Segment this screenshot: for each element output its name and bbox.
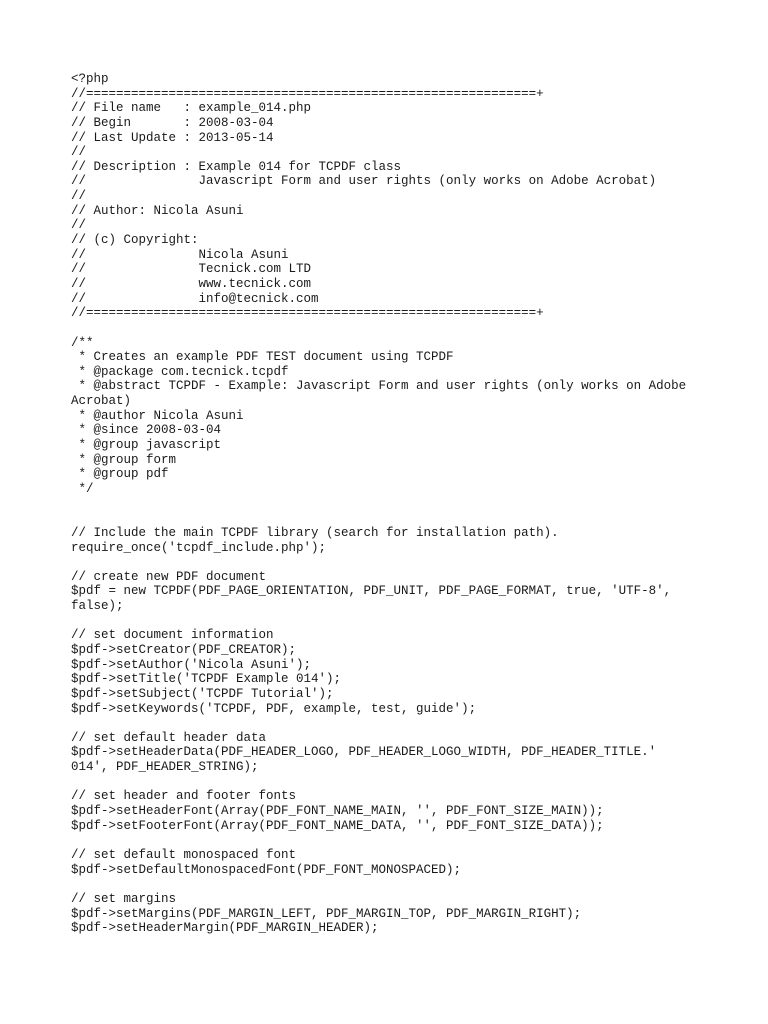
code-line — [71, 555, 761, 570]
code-line — [71, 614, 761, 629]
code-line — [71, 833, 761, 848]
code-line: // set header and footer fonts — [71, 789, 297, 804]
code-line: $pdf->setCreator(PDF_CREATOR); — [71, 642, 297, 657]
code-line: //============================================================+ — [71, 306, 544, 321]
code-line: $pdf->setDefaultMonospacedFont(PDF_FONT_MONOSPACED); — [71, 862, 462, 877]
code-line — [71, 775, 761, 790]
code-line: //============================================================+ — [71, 86, 544, 101]
code-line: // Javascript Form and user rights (only works on Adobe Acrobat) — [71, 174, 657, 189]
code-line — [71, 716, 761, 731]
code-line — [71, 511, 761, 526]
code-line: // set document information — [71, 628, 274, 643]
code-line: // — [71, 145, 87, 160]
code-line: * @since 2008-03-04 — [71, 423, 222, 438]
code-line: // (c) Copyright: — [71, 233, 199, 248]
code-line: // Include the main TCPDF library (search for installation path). — [71, 525, 559, 540]
code-line: // Nicola Asuni — [71, 247, 289, 262]
code-line: * @group form — [71, 452, 177, 467]
code-line: // — [71, 189, 87, 204]
code-line: /** — [71, 335, 94, 350]
code-line: // set default monospaced font — [71, 847, 297, 862]
code-line: // Last Update : 2013-05-14 — [71, 130, 274, 145]
code-line: // info@tecnick.com — [71, 291, 319, 306]
code-line: // www.tecnick.com — [71, 276, 312, 291]
code-line — [71, 877, 761, 892]
code-line: // set margins — [71, 891, 177, 906]
code-line: $pdf->setHeaderMargin(PDF_MARGIN_HEADER); — [71, 921, 379, 936]
code-line: $pdf->setSubject('TCPDF Tutorial'); — [71, 686, 334, 701]
code-listing — [71, 72, 761, 936]
code-line: $pdf = new TCPDF(PDF_PAGE_ORIENTATION, PDF_UNIT, PDF_PAGE_FORMAT, true, 'UTF-8', — [71, 584, 672, 599]
code-line: * @group javascript — [71, 438, 222, 453]
code-line: * @abstract TCPDF - Example: Javascript Form and user rights (only works on Adobe — [71, 379, 687, 394]
code-line: // — [71, 218, 87, 233]
code-line: $pdf->setAuthor('Nicola Asuni'); — [71, 657, 312, 672]
code-line: $pdf->setKeywords('TCPDF, PDF, example, test, guide'); — [71, 701, 477, 716]
code-line: // create new PDF document — [71, 569, 267, 584]
code-line: 014', PDF_HEADER_STRING); — [71, 760, 259, 775]
code-line: * @package com.tecnick.tcpdf — [71, 364, 289, 379]
code-line: false); — [71, 599, 124, 614]
code-line: // Begin : 2008-03-04 — [71, 115, 274, 130]
code-line: */ — [71, 481, 94, 496]
code-line: <?php — [71, 72, 109, 86]
code-line: * Creates an example PDF TEST document using TCPDF — [71, 350, 454, 365]
code-line: $pdf->setHeaderData(PDF_HEADER_LOGO, PDF_HEADER_LOGO_WIDTH, PDF_HEADER_TITLE.' — [71, 745, 657, 760]
code-line — [71, 497, 761, 512]
code-line: $pdf->setFooterFont(Array(PDF_FONT_NAME_DATA, '', PDF_FONT_SIZE_DATA)); — [71, 818, 604, 833]
code-line: // Author: Nicola Asuni — [71, 203, 244, 218]
code-line: $pdf->setTitle('TCPDF Example 014'); — [71, 672, 342, 687]
code-line: require_once('tcpdf_include.php'); — [71, 540, 327, 555]
code-line: // Tecnick.com LTD — [71, 262, 312, 277]
code-line: * @group pdf — [71, 467, 169, 482]
code-line: * @author Nicola Asuni — [71, 408, 244, 423]
code-line: // Description : Example 014 for TCPDF class — [71, 159, 402, 174]
code-line: $pdf->setHeaderFont(Array(PDF_FONT_NAME_MAIN, '', PDF_FONT_SIZE_MAIN)); — [71, 804, 604, 819]
code-line: $pdf->setMargins(PDF_MARGIN_LEFT, PDF_MARGIN_TOP, PDF_MARGIN_RIGHT); — [71, 906, 582, 921]
code-line: // set default header data — [71, 730, 267, 745]
code-line: // File name : example_014.php — [71, 101, 312, 116]
code-line: Acrobat) — [71, 394, 132, 409]
code-line — [71, 321, 761, 336]
